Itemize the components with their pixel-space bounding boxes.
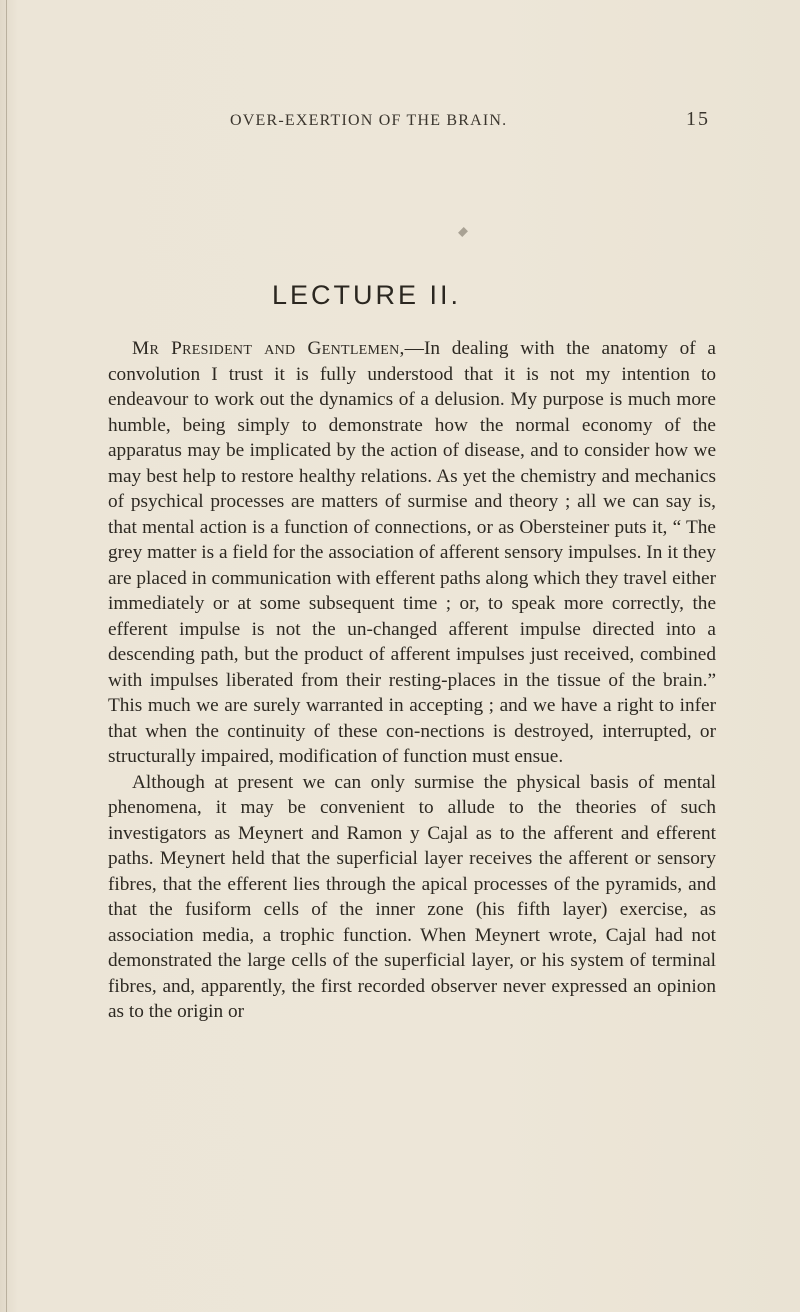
paragraph-1-text: —In dealing with the anatomy of a convolution I trust it is fully understood that it is not my intention to endeavour to work out the dynamics of a delusion. My purpose is much more humble, being simply to demonstrate how the normal economy of the apparatus may be implicated by the action of disease, and to consider how we may best help to restore healthy relations. As yet the chemistry and mechanics of psychical processes are matters of surmise and theory ; all we can say is, that mental action is a function of connections, or as Obersteiner puts it, “ The grey matter is a field for the association of afferent sensory impulses. In it they are placed in communication with efferent paths along which they travel either immediately or at some subsequent time ; or, to speak more correctly, the efferent impulse is not the un-changed afferent impulse directed into a descending path, but the product of afferent impulses just received, combined with impulses liberated from their resting-places in the tissue of the brain.” This much we are surely warranted in accepting ; and we have a right to infer that when the continuity of these con-nections is destroyed, interrupted, or structurally impaired, modification of function must ensue.: [108, 338, 716, 767]
page-number: 15: [686, 108, 710, 130]
lecture-title: LECTURE II.: [272, 280, 462, 310]
paragraph-1: [108, 336, 716, 770]
binding-gutter-line: [6, 0, 7, 1312]
paragraph-2: Although at present we can only surmise the physical basis of mental phenomena, it may be convenient to allude to the theories of such investigators as Meynert and Ramon y Cajal as to the afferent and efferent paths. Meynert held that the superficial layer receives the afferent or sensory fibres, that the efferent lies through the apical processes of the pyramids, and that the fusiform cells of the inner zone (his fifth layer) exercise, as association media, a trophic function. When Meynert wrote, Cajal had not demonstrated the large cells of the superficial layer, or his system of terminal fibres, and, apparently, the first recorded observer never expressed an opinion as to the origin or: [108, 771, 716, 1022]
running-head: OVER-EXERTION OF THE BRAIN.: [230, 112, 508, 129]
printer-mark-icon: [458, 227, 468, 237]
salutation: Mr President and Gentlemen,: [132, 338, 405, 359]
body-text: [108, 336, 716, 1025]
